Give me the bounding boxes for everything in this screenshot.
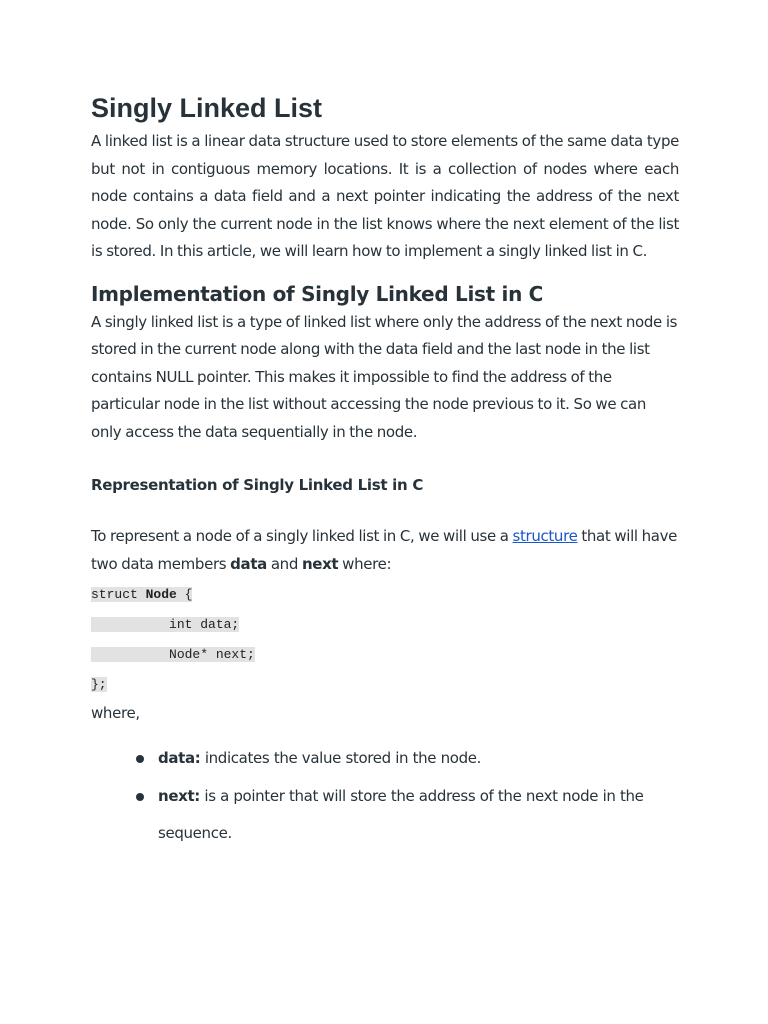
code-line-4 (91, 676, 679, 693)
rep-text-after: where: (338, 554, 392, 573)
code-type-node: Node (145, 587, 177, 602)
article-title: Singly Linked List (91, 93, 323, 123)
bullet-icon (136, 793, 144, 801)
list-item-desc: is a pointer that will store the address of the next node in the sequence. (158, 786, 644, 842)
implementation-heading: Implementation of Singly Linked List in C (91, 281, 544, 306)
list-item (158, 740, 679, 777)
rep-text-before: To represent a node of a singly linked list in C, we will use a (91, 527, 513, 545)
list-item-term: data: (158, 748, 201, 767)
list-item-desc: indicates the value stored in the node. (200, 748, 482, 767)
rep-text-mid: that will have two data members (91, 527, 678, 573)
bullet-icon (136, 755, 144, 763)
code-field-data: int data; (91, 617, 240, 632)
code-open-brace: { (176, 587, 193, 602)
list-item-term: next: (158, 786, 200, 805)
intro-paragraph: A linked list is a linear data structure used to store elements of the same data type but not in contiguous memory locations. It is a collection of nodes where each node contains a data field and a next pointer indicating the address of the next node. So only the current node in the list knows where the next element of the list is stored. In this article, we will learn how to implement a singly linked list in C. (91, 132, 679, 260)
representation-paragraph (91, 523, 679, 578)
rep-text-and: and (266, 554, 302, 573)
where-label: where, (91, 704, 140, 722)
code-close-brace: }; (91, 677, 107, 692)
code-line-3 (91, 646, 679, 663)
code-field-next: Node* next; (91, 647, 255, 662)
definition-list (91, 740, 679, 852)
code-keyword-struct: struct (91, 587, 146, 602)
article (91, 90, 679, 853)
structure-link[interactable]: structure (512, 527, 578, 545)
rep-bold-data: data (230, 554, 267, 573)
code-line-2 (91, 616, 679, 633)
list-item (158, 778, 679, 852)
representation-heading: Representation of Singly Linked List in C (91, 476, 424, 494)
implementation-paragraph: A singly linked list is a type of linked list where only the address of the next node is stored in the current node along with the data field and the last node in the list contains NULL pointer. This makes it impossible to find the address of the particular node in the list without accessing the node previous to it. So we can only access the data sequentially in the node. (91, 312, 678, 441)
rep-bold-next: next (301, 554, 339, 573)
code-line-1 (91, 586, 679, 603)
code-block (91, 586, 679, 693)
